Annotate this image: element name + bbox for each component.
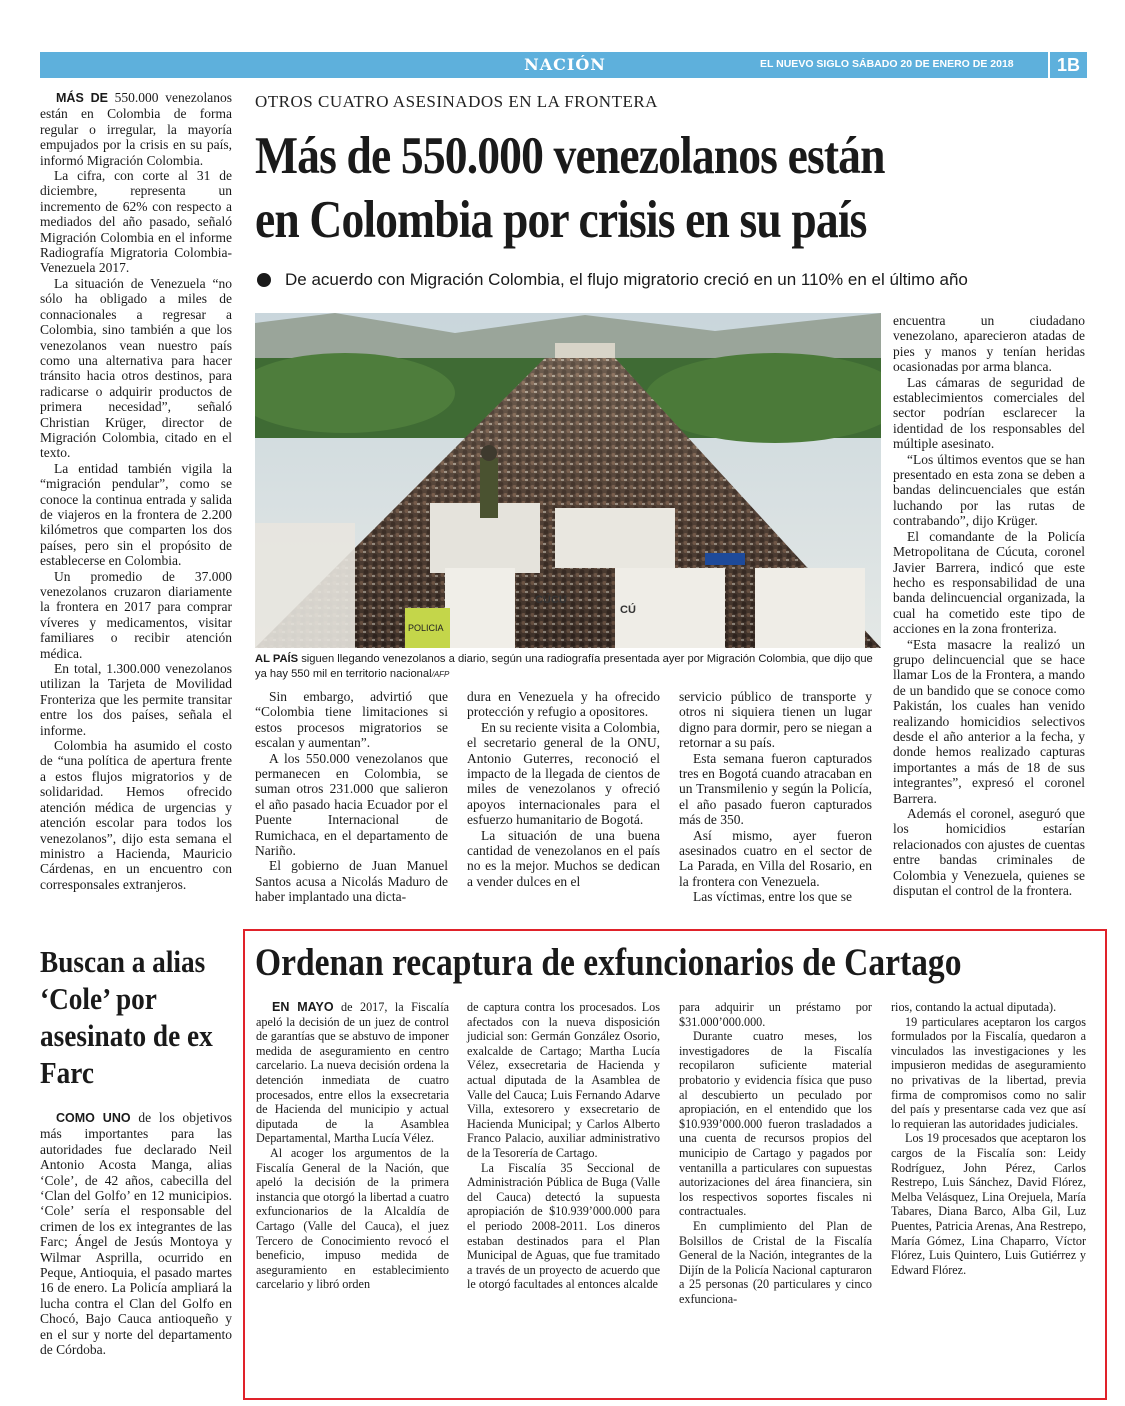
paragraph: servicio público de transporte y otros ni siquiera tienen un lugar digno para dormir, pero se niegan a retornar a su país. xyxy=(679,689,872,751)
paragraph: La entidad también vigila la “migración pendular”, como se conoce la continua entrada y salida de viajeros en la frontera de 2.200 kilómetros que comparten los dos países, pero sin el propósito de establecerse en Colombia. xyxy=(40,460,232,569)
main-story-column xyxy=(679,689,872,905)
paragraph: Las cámaras de seguridad de establecimientos comerciales del sector podrían esclarecer la identidad de los responsables del múltiple asesinato. xyxy=(893,374,1085,452)
paragraph: En su reciente visita a Colombia, el secretario general de la ONU, Antonio Guterres, reconoció el impacto de la llegada de cientos de miles de venezolanos y ofreció apoyos internacionales para el esfuerzo humanitario de Bogotá. xyxy=(467,719,660,828)
main-headline xyxy=(255,124,1081,252)
paragraph: 19 particulares aceptaron los cargos formulados por la Fiscalía, quedaron a vinculados las investigaciones y les impusieron medidas de aseguramiento no privativas de la libertad, previa firma de compromisos como no salir del país y presentarse cada vez que así lo requieran las autoridades judiciales. xyxy=(891,1014,1086,1131)
photo-credit: /AFP xyxy=(431,669,450,679)
paragraph: El comandante de la Policía Metropolitana de Cúcuta, coronel Javier Barrera, indicó que este hecho es responsabilidad de una banda delincuencial organizada, la cual ha cometido este tipo de acciones en la zona fronteriza. xyxy=(893,528,1085,637)
bridge-sign: CÚCU xyxy=(535,594,567,606)
main-story-column xyxy=(467,689,660,889)
paragraph: Sin embargo, advirtió que “Colombia tiene limitaciones si estos procesos migratorios se escalan y aumentan”. xyxy=(255,689,448,751)
paragraph: Además el coronel, aseguró que los homicidios estarían relacionados con ajustes de cuentas entre bandas criminales de Colombia y Venezuela, quienes se disputan el control de la frontera. xyxy=(893,806,1085,899)
paragraph: Un promedio de 37.000 venezolanos cruzaron diariamente la frontera en 2017 para comprar víveres y medicamentos, visitar familiares o recibir atención médica. xyxy=(40,568,232,661)
paragraph: El gobierno de Juan Manuel Santos acusa a Nicolás Maduro de haber implantado una dicta- xyxy=(255,858,448,905)
newspaper-date-line: EL NUEVO SIGLO SÁBADO 20 DE ENERO DE 2018 xyxy=(760,58,1014,70)
lead-in: COMO UNO xyxy=(56,1111,131,1125)
paragraph: de los objetivos más importantes para las autoridades fue declarado Neil Antonio Acosta Manga, alias ‘Cole’, de 42 años, cabecilla del ‘Clan del Golfo’ en 12 municipios. ‘Cole’ sería el responsable del crimen de los ex integrantes de las Farc; Ángel de Jesús Montoya y Wilmar Asprilla, ocurrido en Peque, Antioquia, el pasado martes 16 de enero. La Policía ampliará la lucha contra el Clan del Golfo en Chocó, Bajo Cauca antioqueño y en el sur y norte del departamento de Córdoba. xyxy=(40,1110,232,1358)
side-story-headline: Buscan a alias ‘Cole’ por asesinato de ex Farc xyxy=(40,944,213,1090)
main-story-column xyxy=(255,689,448,905)
paragraph: de captura contra los procesados. Los afectados con la nueva disposición judicial son: Germán González Osorio, exalcalde de Cartago; Martha Lucía Vélez, exsecretaria de Hacienda y actual diputada de la Asamblea de Valle del Cauca; Luis Fernando Adarve Villa, extesorero y exsecretario de Hacienda Municipal; y Carlos Alberto Franco Palacio, auxiliar administrativo de la Tesorería de Cartago. xyxy=(467,1000,660,1160)
paragraph: Las víctimas, entre los que se xyxy=(693,889,852,905)
section-name: NACIÓN xyxy=(524,55,606,74)
paragraph: La situación de una buena cantidad de venezolanos en el país no es la mejor. Muchos se dedican a vender dulces en el xyxy=(467,827,660,889)
cartago-column xyxy=(891,1000,1086,1277)
headline-line: Más de 550.000 venezolanos están xyxy=(255,127,885,185)
paragraph: Durante cuatro meses, los investigadores de la Fiscalía recopilaron suficiente material probatorio y evidencia física que puso al descubierto un peculado por apropiación, en el entendido que los $10.939’000.000 fueron trasladados a una cuenta de recursos propios del municipio de Cartago y pagados por ventanilla a particulares con supuestas autorizaciones del área financiera, sin los respectivos soportes fiscales ni contractuales. xyxy=(679,1029,872,1219)
cartago-column xyxy=(256,1000,449,1292)
paragraph: Al acoger los argumentos de la Fiscalía General de la Nación, que apeló la decisión de la primera instancia que otorgó la libertad a cuatro exfuncionarios de la Alcaldía de Cartago (Valle del Cauca), el juez Tercero de Conocimiento revocó el beneficio, impuso medida de aseguramiento en establecimiento carcelario y libró orden xyxy=(256,1145,449,1292)
paragraph: rios, contando la actual diputada). xyxy=(891,1000,1057,1014)
paragraph: Los 19 procesados que aceptaron los cargos de la Fiscalía son: Leidy Rodríguez, John Pérez, Carlos Restrepo, Luis Sánchez, David Flórez, Melba Velásquez, Lina Orejuela, María Tabares, Diana Barco, Alba Gil, Luz Puentes, Patricia Arenas, Ana Restrepo, María Gómez, Lina Chaparro, Víctor Flórez, Luis Quintero, Luis Gutiérrez y Edward Flórez. xyxy=(891,1131,1086,1277)
main-story-right-column xyxy=(893,313,1085,898)
cartago-headline: Ordenan recaptura de exfuncionarios de Cartago xyxy=(255,941,962,984)
paragraph: Esta semana fueron capturados tres en Bogotá cuando atracaban en un Transmilenio y según la Policía, el año pasado fueron capturados más de 350. xyxy=(679,750,872,828)
lead-in: MÁS DE xyxy=(56,91,108,105)
bridge-sign: CÚ xyxy=(620,604,636,616)
paragraph: encuentra un ciudadano venezolano, aparecieron atadas de pies y manos y tenían heridas ocasionadas por arma blanca. xyxy=(893,313,1085,375)
story-kicker: OTROS CUATRO ASESINADOS EN LA FRONTERA xyxy=(255,92,658,111)
paragraph: En cumplimiento del Plan de Bolsillos de Cristal de la Fiscalía General de la Nación, integrantes de la Dijín de la Policía Nacional capturaron a 25 personas (20 particulares y cinco exfunciona- xyxy=(679,1218,872,1306)
page-number: 1B xyxy=(1048,52,1087,78)
crowd-photo-illustration xyxy=(255,313,881,648)
bullet-icon xyxy=(257,273,271,287)
cartago-column xyxy=(467,1000,660,1292)
paragraph: dura en Venezuela y ha ofrecido protección y refugio a opositores. xyxy=(467,689,660,720)
vest-label: POLICIA xyxy=(408,623,444,633)
paragraph: En total, 1.300.000 venezolanos utilizan la Tarjeta de Movilidad Fronteriza que les permite transitar entre los dos países, señala el informe. xyxy=(40,661,232,738)
news-photo xyxy=(255,313,881,648)
lead-in: EN MAYO xyxy=(272,1000,334,1014)
paragraph: Así mismo, ayer fueron asesinados cuatro en el sector de La Parada, en Villa del Rosario, en la frontera con Venezuela. xyxy=(679,827,872,889)
paragraph: 550.000 venezolanos están en Colombia de forma regular o irregular, la mayoría empujados por la crisis en su país, informó Migración Colombia. xyxy=(40,90,232,168)
paragraph: “Los últimos eventos que se han presentado en esta zona se deben a bandas delincuenciales que están luchando por las rutas de contrabando”, dijo Krüger. xyxy=(893,451,1085,529)
paragraph: “Esta masacre la realizó un grupo delincuencial que se hace llamar Los de la Frontera, a mando de un bandido que se conoce como Pakistán, los cuales han venido realizando homicidios selectivos desde el año anterior a la fecha, y donde hemos realizado capturas importantes a más de 18 de sus integrantes”, expresó el coronel Barrera. xyxy=(893,636,1085,806)
paragraph: para adquirir un préstamo por $31.000’000.000. xyxy=(679,1000,872,1029)
main-story-left-column xyxy=(40,90,232,892)
cartago-column xyxy=(679,1000,872,1306)
photo-caption xyxy=(255,652,881,682)
paragraph: Colombia ha asumido el costo de “una política de apertura frente a estos flujos migratorios y de solidaridad. Hemos ofrecido atención médica de urgencias y atención escolar para todos los venezolanos”, dijo esta semana el ministro a Hacienda, Mauricio Cárdenas, en un encuentro con corresponsales extranjeros. xyxy=(40,738,232,892)
caption-text: siguen llegando venezolanos a diario, según una radiografía presentada ayer por Migración Colombia, que dijo que ya hay 550 mil en territorio nacional xyxy=(255,653,873,680)
paragraph: La Fiscalía 35 Seccional de Administración Pública de Buga (Valle del Cauca) detectó la supuesta apropiación de $10.939’000.000 para el periodo 2008-2011. Los dineros estaban destinados para el Plan Municipal de Aguas, que fue tramitado a través de un proyecto de acuerdo que le otorgó facultades al entonces alcalde xyxy=(467,1160,660,1292)
paragraph: de 2017, la Fiscalía apeló la decisión de un juez de control de garantías que se abstuvo de imponer medida de aseguramiento en centro carcelario. La nueva decisión ordena la detención inmediata de cuatro procesados, entre ellos la exsecretaria de Hacienda del municipio y actual diputada de la Asamblea Departamental, Martha Lucía Vélez. xyxy=(256,1000,449,1146)
headline-line: en Colombia por crisis en su país xyxy=(255,191,867,249)
paragraph: A los 550.000 venezolanos que permanecen en Colombia, se suman otros 231.000 que salieron el año pasado hacia Ecuador por el Puente Internacional de Rumichaca, en el departamento de Nariño. xyxy=(255,750,448,859)
story-deck: De acuerdo con Migración Colombia, el flujo migratorio creció en un 110% en el último año xyxy=(285,270,968,289)
paragraph: La situación de Venezuela “no sólo ha obligado a miles de connacionales a regresar a Colombia, sino también a que los venezolanos vean nuestro país como una alternativa para hacer tránsito hacia otros destinos, para radicarse o adquirir productos de primera necesidad”, señaló Christian Krüger, director de Migración Colombia, citado en el texto. xyxy=(40,275,232,461)
caption-lead: AL PAÍS xyxy=(255,653,299,665)
side-story-body xyxy=(40,1110,232,1358)
paragraph: La cifra, con corte al 31 de diciembre, representa un incremento de 62% con respecto a mediados del año pasado, señaló Migración Colombia en el informe Radiografía Migratoria Colombia-Venezuela 2017. xyxy=(40,168,232,276)
